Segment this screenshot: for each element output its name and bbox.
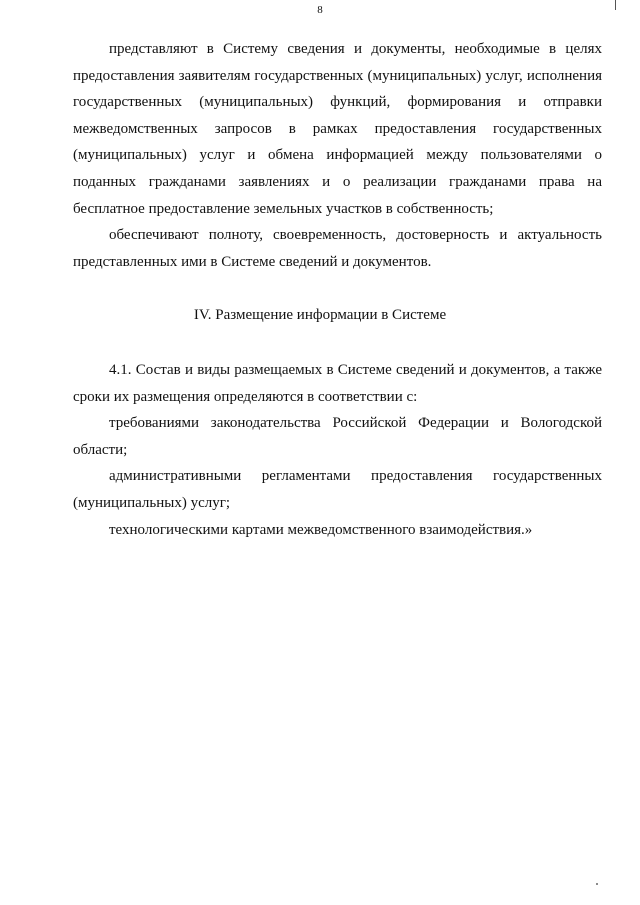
page-number: 8 [317,4,323,16]
paragraph-ensure-quality: обеспечивают полноту, своевременность, достоверность и актуальность представленных ими в Системе сведений и документов. [73,227,602,270]
scan-dot [596,883,598,885]
paragraph-submit-info: представляют в Систему сведения и документы, необходимые в целях предоставления заявителям государственных (муниципальных) услуг, исполнения государственных (муниципальных) функций, формирования и отправки межведомственных запросов в рамках предоставления государственных (муниципальных) услуг и обмена информацией между пользователями о поданных гражданами заявлениях и о реализации гражданами права на бесплатное предоставление земельных участков в собственность; [73,41,602,217]
paragraph-4-1: 4.1. Состав и виды размещаемых в Системе сведений и документов, а также сроки их размещения определяются в соответствии с: [73,362,602,405]
bottom-text-block [73,357,602,543]
top-text-block [73,36,602,275]
section-heading: IV. Размещение информации в Системе [193,307,447,323]
paragraph-regulations: административными регламентами предоставления государственных (муниципальных) услуг; [73,468,602,511]
paragraph-legislation: требованиями законодательства Российской Федерации и Вологодской области; [73,415,602,458]
paragraph-tech-cards: технологическими картами межведомственного взаимодействия.» [109,521,533,538]
